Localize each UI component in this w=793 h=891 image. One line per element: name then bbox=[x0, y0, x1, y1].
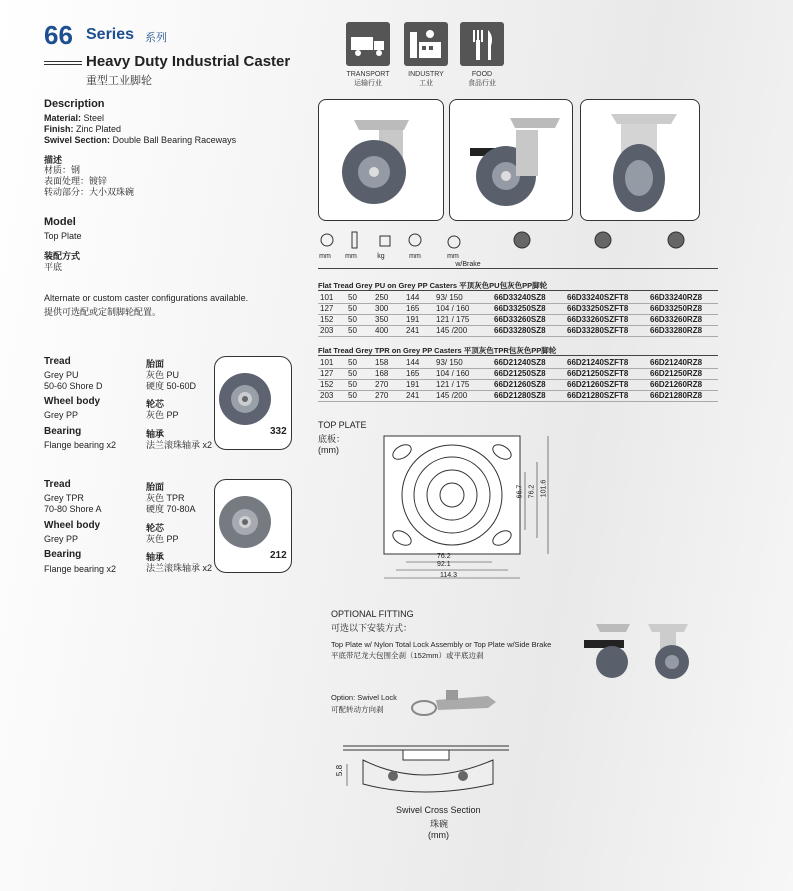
fork-knife-icon bbox=[460, 22, 504, 66]
option-cn: 可配转动方向刹 bbox=[331, 705, 384, 714]
table-cell: 66D33240RZ8 bbox=[650, 293, 703, 302]
table1-title: Flat Tread Grey PU on Grey PP Casters 平顶灰色PU包灰色PP脚轮 bbox=[318, 281, 548, 290]
top-plate-title: TOP PLATE bbox=[318, 420, 367, 430]
table-cell: 191 bbox=[406, 380, 420, 389]
table-cell: 66D21250RZ8 bbox=[650, 369, 703, 378]
optional-fitting-photo bbox=[578, 618, 698, 684]
table-cell: 66D21260SZFT8 bbox=[567, 380, 629, 389]
factory-icon bbox=[404, 22, 448, 66]
table-cell: 50 bbox=[348, 304, 357, 313]
table-cell: 50 bbox=[348, 391, 357, 400]
tread-heading: Tread bbox=[44, 479, 71, 490]
wheel-body-value: Grey PP bbox=[44, 534, 79, 544]
series-number: 66 bbox=[44, 20, 73, 50]
material-cn: 材质：钢 bbox=[44, 165, 81, 175]
table-cell: 66D33280SZ8 bbox=[494, 326, 546, 335]
table-cell: 50 bbox=[348, 369, 357, 378]
tread-value: Grey PU bbox=[44, 370, 79, 380]
wheel-body-value: Grey PP bbox=[44, 410, 79, 420]
table-cell: 152 bbox=[320, 315, 334, 324]
dim-label: 76.2 bbox=[528, 484, 536, 499]
cross-section-dim: 5.8 bbox=[335, 764, 345, 777]
description-heading: Description bbox=[44, 98, 105, 110]
cross-section-title: Swivel Cross Section bbox=[396, 805, 481, 815]
tread-heading-cn: 胎面 bbox=[146, 482, 165, 492]
dim-label: 114.3 bbox=[440, 572, 457, 579]
wheel-body-heading-cn: 轮芯 bbox=[146, 399, 165, 409]
wheel-body-heading: Wheel body bbox=[44, 520, 101, 531]
series-cn: 系列 bbox=[145, 32, 167, 44]
optional-line1-cn: 平底带尼龙大包围全刹（152mm）或平底边刹 bbox=[331, 651, 484, 660]
top-plate-cn: 底板： bbox=[318, 434, 346, 444]
table-cell: 66D33250RZ8 bbox=[650, 304, 703, 313]
table-cell: 104 / 160 bbox=[436, 304, 470, 313]
optional-line1: Top Plate w/ Nylon Total Lock Assembly or Top Plate w/Side Brake bbox=[331, 640, 552, 649]
table-cell: 191 bbox=[406, 315, 420, 324]
tread-hardness-cn: 硬度 70-80A bbox=[146, 504, 196, 514]
truck-icon bbox=[346, 22, 390, 66]
table-cell: 66D21240RZ8 bbox=[650, 358, 703, 367]
table-cell: 300 bbox=[375, 304, 389, 313]
table-cell: 66D33260SZ8 bbox=[494, 315, 546, 324]
table-cell: 350 bbox=[375, 315, 389, 324]
model-value: Top Plate bbox=[44, 231, 82, 241]
table-cell: 66D21260SZ8 bbox=[494, 380, 546, 389]
optional-cn: 可选以下安装方式： bbox=[331, 623, 413, 633]
bearing-value-cn: 法兰滚珠轴承 x2 bbox=[146, 563, 213, 573]
table-cell: 270 bbox=[375, 391, 389, 400]
wheel-body-heading-cn: 轮芯 bbox=[146, 523, 165, 533]
wheel-body-value-cn: 灰色 PP bbox=[146, 410, 179, 420]
industry-label: FOOD 食品行业 bbox=[468, 71, 496, 87]
series-word: Series bbox=[86, 26, 135, 43]
table-cell: 168 bbox=[375, 369, 389, 378]
spec-unit: mm bbox=[345, 253, 357, 260]
table-cell: 66D21280SZ8 bbox=[494, 391, 546, 400]
cross-section-unit: (mm) bbox=[428, 830, 449, 840]
title-rule bbox=[44, 64, 82, 65]
top-plate-drawing bbox=[380, 432, 560, 592]
table-cell: 66D33260SZFT8 bbox=[567, 315, 629, 324]
wheel-body-value-cn: 灰色 PP bbox=[146, 534, 179, 544]
table-cell: 101 bbox=[320, 358, 334, 367]
dim-label: 76.2 bbox=[437, 553, 451, 560]
table-cell: 145 /200 bbox=[436, 391, 468, 400]
table-cell: 241 bbox=[406, 391, 420, 400]
table-cell: 66D21240SZ8 bbox=[494, 358, 546, 367]
table-cell: 66D21250SZ8 bbox=[494, 369, 546, 378]
table-cell: 66D21240SZFT8 bbox=[567, 358, 629, 367]
table-row bbox=[318, 325, 718, 337]
tread-heading-cn: 胎面 bbox=[146, 359, 165, 369]
table-cell: 127 bbox=[320, 304, 334, 313]
table-cell: 50 bbox=[348, 380, 357, 389]
title-rule bbox=[44, 61, 82, 62]
table-cell: 66D33250SZ8 bbox=[494, 304, 546, 313]
tread-hardness-cn: 硬度 50-60D bbox=[146, 381, 197, 391]
finish-cn: 表面处理：镀锌 bbox=[44, 176, 108, 186]
table-cell: 66D33240SZFT8 bbox=[567, 293, 629, 302]
optional-title: OPTIONAL FITTING bbox=[331, 609, 414, 619]
spec-unit: mm bbox=[409, 253, 421, 260]
table-cell: 250 bbox=[375, 293, 389, 302]
bearing-heading: Bearing bbox=[44, 549, 82, 560]
industry-label: INDUSTRY 工业 bbox=[408, 71, 444, 87]
wheel-code: 212 bbox=[270, 550, 287, 561]
table-cell: 165 bbox=[406, 369, 420, 378]
dim-label: 92.1 bbox=[437, 561, 451, 568]
swivel-line: Swivel Section: Double Ball Bearing Raceways bbox=[44, 135, 237, 145]
bearing-value-cn: 法兰滚珠轴承 x2 bbox=[146, 440, 213, 450]
swivel-caster-photo bbox=[318, 99, 444, 221]
table-cell: 121 / 175 bbox=[436, 380, 470, 389]
table-cell: 66D21280RZ8 bbox=[650, 391, 703, 400]
table-cell: 66D33280SZFT8 bbox=[567, 326, 629, 335]
cross-section-cn: 珠碗 bbox=[430, 819, 449, 829]
table-cell: 152 bbox=[320, 380, 334, 389]
table-cell: 66D33280RZ8 bbox=[650, 326, 703, 335]
swivel-cn: 转动部分：大小双珠碗 bbox=[44, 187, 135, 197]
table-cell: 400 bbox=[375, 326, 389, 335]
wheel-code: 332 bbox=[270, 426, 287, 437]
tread-hardness: 70-80 Shore A bbox=[44, 504, 102, 514]
divider bbox=[318, 290, 718, 291]
custom-note: Alternate or custom caster configurations available. bbox=[44, 293, 249, 303]
industry-label: TRANSPORT 运输行业 bbox=[346, 71, 390, 87]
spec-icon-row bbox=[318, 228, 718, 268]
rigid-caster-photo bbox=[580, 99, 700, 221]
table-cell: 93/ 150 bbox=[436, 293, 463, 302]
table-cell: 144 bbox=[406, 358, 420, 367]
product-title: Heavy Duty Industrial Caster bbox=[86, 53, 291, 70]
table-cell: 145 /200 bbox=[436, 326, 468, 335]
table-cell: 203 bbox=[320, 326, 334, 335]
dim-label: 101.6 bbox=[540, 479, 548, 498]
dim-label: 66.7 bbox=[516, 484, 524, 499]
table-cell: 66D33250SZFT8 bbox=[567, 304, 629, 313]
brake-caster-photo bbox=[449, 99, 573, 221]
bearing-heading-cn: 轴承 bbox=[146, 552, 165, 562]
cross-section-drawing bbox=[333, 740, 513, 798]
spec-unit: kg bbox=[377, 253, 385, 260]
table-cell: 127 bbox=[320, 369, 334, 378]
spec-brake-label: w/Brake bbox=[455, 261, 481, 268]
wheel-body-heading: Wheel body bbox=[44, 396, 101, 407]
spec-unit: mm bbox=[447, 253, 459, 260]
table-cell: 66D21250SZFT8 bbox=[567, 369, 629, 378]
table-cell: 66D33240SZ8 bbox=[494, 293, 546, 302]
table-cell: 203 bbox=[320, 391, 334, 400]
model-value-cn: 平底 bbox=[44, 262, 63, 272]
spec-unit: mm bbox=[319, 253, 331, 260]
option-label: Option: Swivel Lock bbox=[331, 693, 397, 702]
top-plate-unit: (mm) bbox=[318, 445, 339, 455]
tread-value-cn: 灰色 TPR bbox=[146, 493, 185, 503]
bearing-value: Flange bearing x2 bbox=[44, 564, 117, 574]
tread-heading: Tread bbox=[44, 356, 71, 367]
tread-value-cn: 灰色 PU bbox=[146, 370, 180, 380]
table-cell: 50 bbox=[348, 326, 357, 335]
divider bbox=[318, 355, 718, 356]
table2-title: Flat Tread Grey TPR on Grey PP Casters 平顶灰色TPR包灰色PP脚轮 bbox=[318, 346, 557, 355]
bearing-heading-cn: 轴承 bbox=[146, 429, 165, 439]
table-cell: 104 / 160 bbox=[436, 369, 470, 378]
description-heading-cn: 描述 bbox=[44, 155, 63, 165]
table-row bbox=[318, 390, 718, 402]
custom-note-cn: 提供可选配或定制脚轮配置。 bbox=[44, 307, 162, 317]
table-cell: 158 bbox=[375, 358, 389, 367]
finish-line: Finish: Zinc Plated bbox=[44, 124, 122, 134]
table-cell: 101 bbox=[320, 293, 334, 302]
table-cell: 66D21260RZ8 bbox=[650, 380, 703, 389]
model-heading: Model bbox=[44, 216, 76, 228]
table-cell: 144 bbox=[406, 293, 420, 302]
material-line: Material: Steel bbox=[44, 113, 105, 123]
table-cell: 121 / 175 bbox=[436, 315, 470, 324]
bearing-value: Flange bearing x2 bbox=[44, 440, 117, 450]
table-cell: 165 bbox=[406, 304, 420, 313]
table-cell: 270 bbox=[375, 380, 389, 389]
divider bbox=[318, 268, 718, 269]
table-cell: 66D21280SZFT8 bbox=[567, 391, 629, 400]
product-title-cn: 重型工业脚轮 bbox=[86, 75, 152, 87]
table-cell: 50 bbox=[348, 293, 357, 302]
table-cell: 93/ 150 bbox=[436, 358, 463, 367]
tread-value: Grey TPR bbox=[44, 493, 84, 503]
table-cell: 50 bbox=[348, 358, 357, 367]
table-cell: 241 bbox=[406, 326, 420, 335]
tread-hardness: 50-60 Shore D bbox=[44, 381, 103, 391]
bearing-heading: Bearing bbox=[44, 426, 82, 437]
swivel-lock-photo bbox=[408, 686, 500, 720]
table-cell: 66D33260RZ8 bbox=[650, 315, 703, 324]
model-heading-cn: 装配方式 bbox=[44, 251, 81, 261]
table-cell: 50 bbox=[348, 315, 357, 324]
